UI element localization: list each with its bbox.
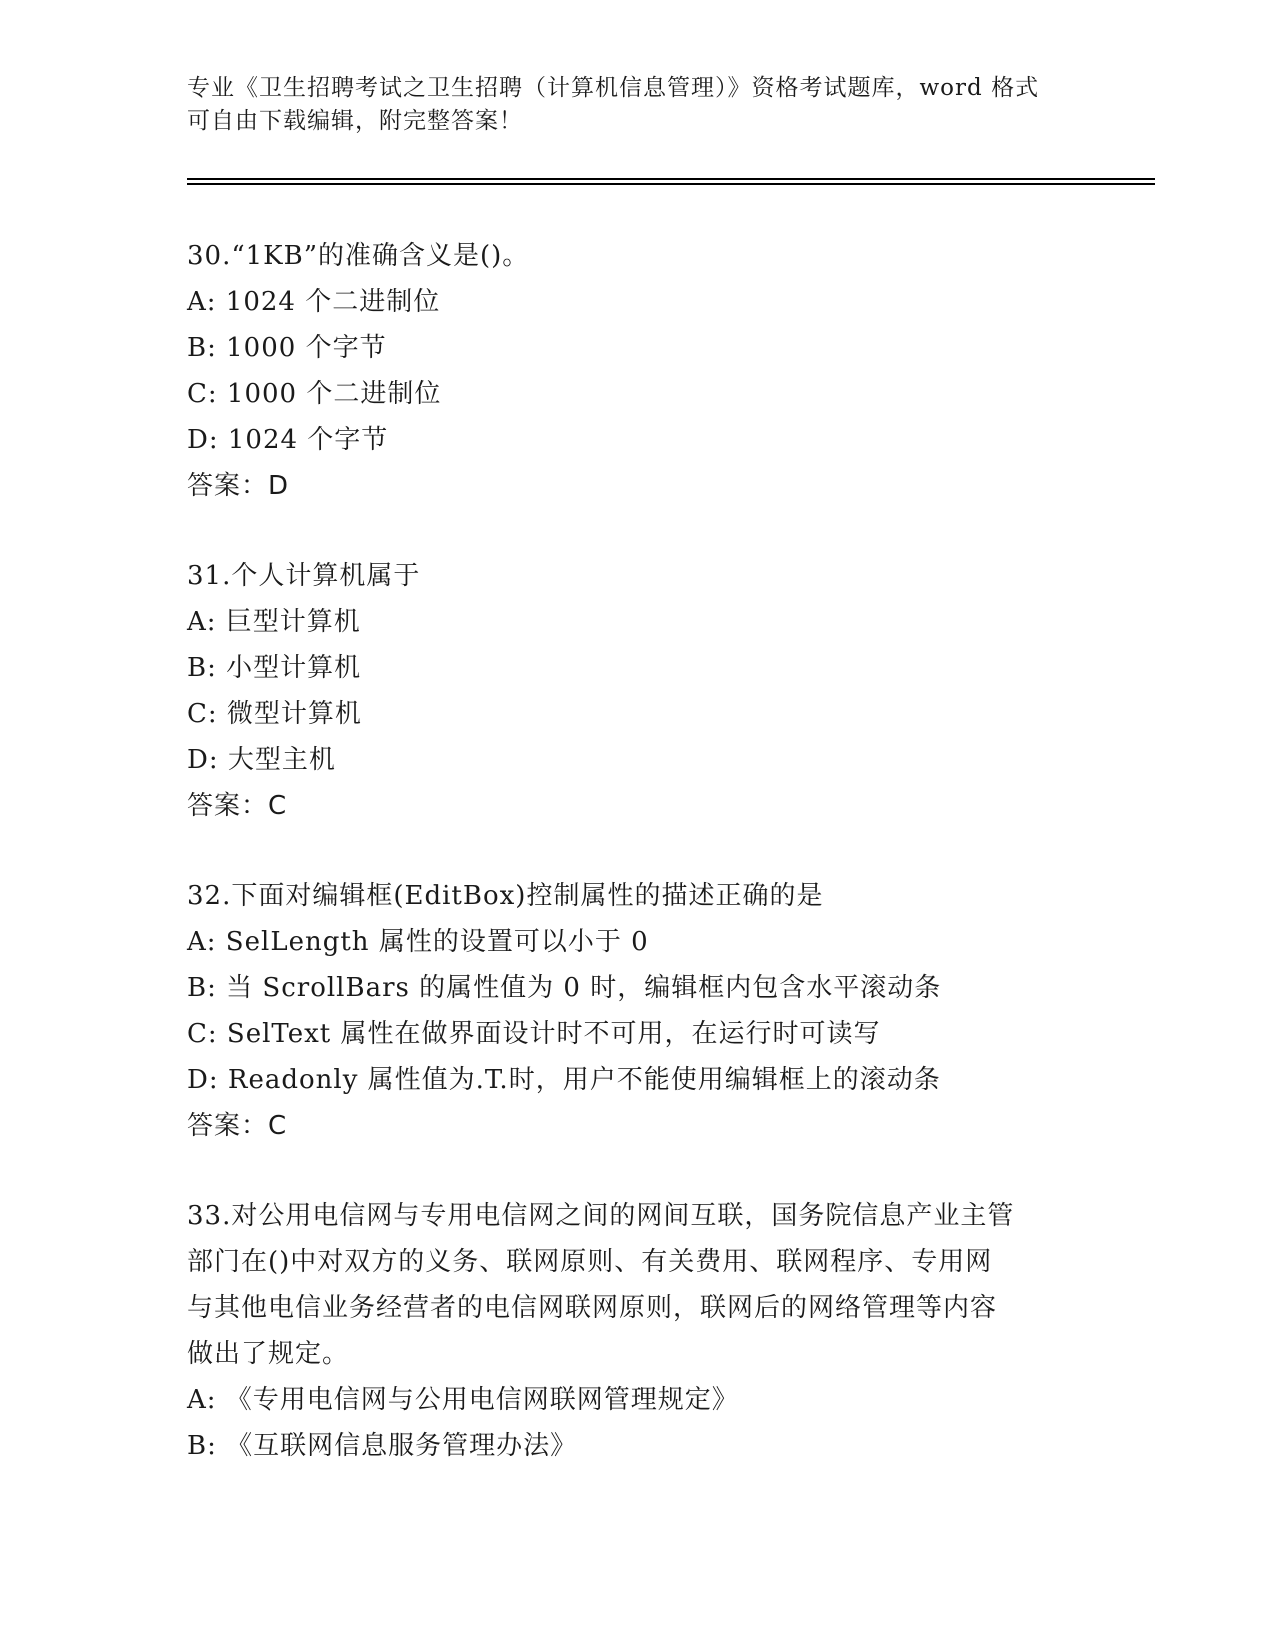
- option-a: A: 《专用电信网与公用电信网联网管理规定》: [187, 1385, 739, 1415]
- header-divider-top: [187, 178, 1155, 180]
- question-text-line-3: 与其他电信业务经营者的电信网联网原则，联网后的网络管理等内容: [187, 1293, 998, 1323]
- question-31: [187, 553, 1087, 829]
- option-b: B: 《互联网信息服务管理办法》: [187, 1431, 578, 1461]
- question-text: 31.个人计算机属于: [187, 561, 421, 591]
- answer: 答案：C: [187, 1111, 288, 1141]
- option-b: B: 当 ScrollBars 的属性值为 0 时，编辑框内包含水平滚动条: [187, 973, 942, 1003]
- header-line-2: 可自由下载编辑，附完整答案！: [187, 108, 523, 134]
- option-a: A: 1024 个二进制位: [187, 287, 441, 317]
- question-33: [187, 1193, 1087, 1469]
- question-32: [187, 873, 1087, 1149]
- option-c: C: 1000 个二进制位: [187, 379, 442, 409]
- option-c: C: SelText 属性在做界面设计时不可用，在运行时可读写: [187, 1019, 881, 1049]
- option-a: A: SelLength 属性的设置可以小于 0: [187, 927, 649, 957]
- option-d: D: 1024 个字节: [187, 425, 389, 455]
- answer: 答案：C: [187, 791, 288, 821]
- question-text-line-2: 部门在()中对双方的义务、联网原则、有关费用、联网程序、专用网: [187, 1247, 993, 1277]
- header-divider-bottom: [187, 183, 1155, 185]
- question-text-line-4: 做出了规定。: [187, 1339, 350, 1369]
- answer: 答案：D: [187, 471, 290, 501]
- option-a: A: 巨型计算机: [187, 607, 361, 637]
- option-c: C: 微型计算机: [187, 699, 362, 729]
- option-b: B: 1000 个字节: [187, 333, 387, 363]
- question-30: [187, 233, 1087, 509]
- header-line-1: 专业《卫生招聘考试之卫生招聘（计算机信息管理）》资格考试题库，word 格式: [187, 75, 1040, 101]
- question-text: 30.“1KB”的准确含义是()。: [187, 241, 530, 271]
- option-d: D: 大型主机: [187, 745, 336, 775]
- option-b: B: 小型计算机: [187, 653, 362, 683]
- document-header: [187, 72, 1067, 138]
- question-text-line-1: 33.对公用电信网与专用电信网之间的网间互联，国务院信息产业主管: [187, 1201, 1015, 1231]
- question-text: 32.下面对编辑框(EditBox)控制属性的描述正确的是: [187, 881, 824, 911]
- option-d: D: Readonly 属性值为.T.时，用户不能使用编辑框上的滚动条: [187, 1065, 941, 1095]
